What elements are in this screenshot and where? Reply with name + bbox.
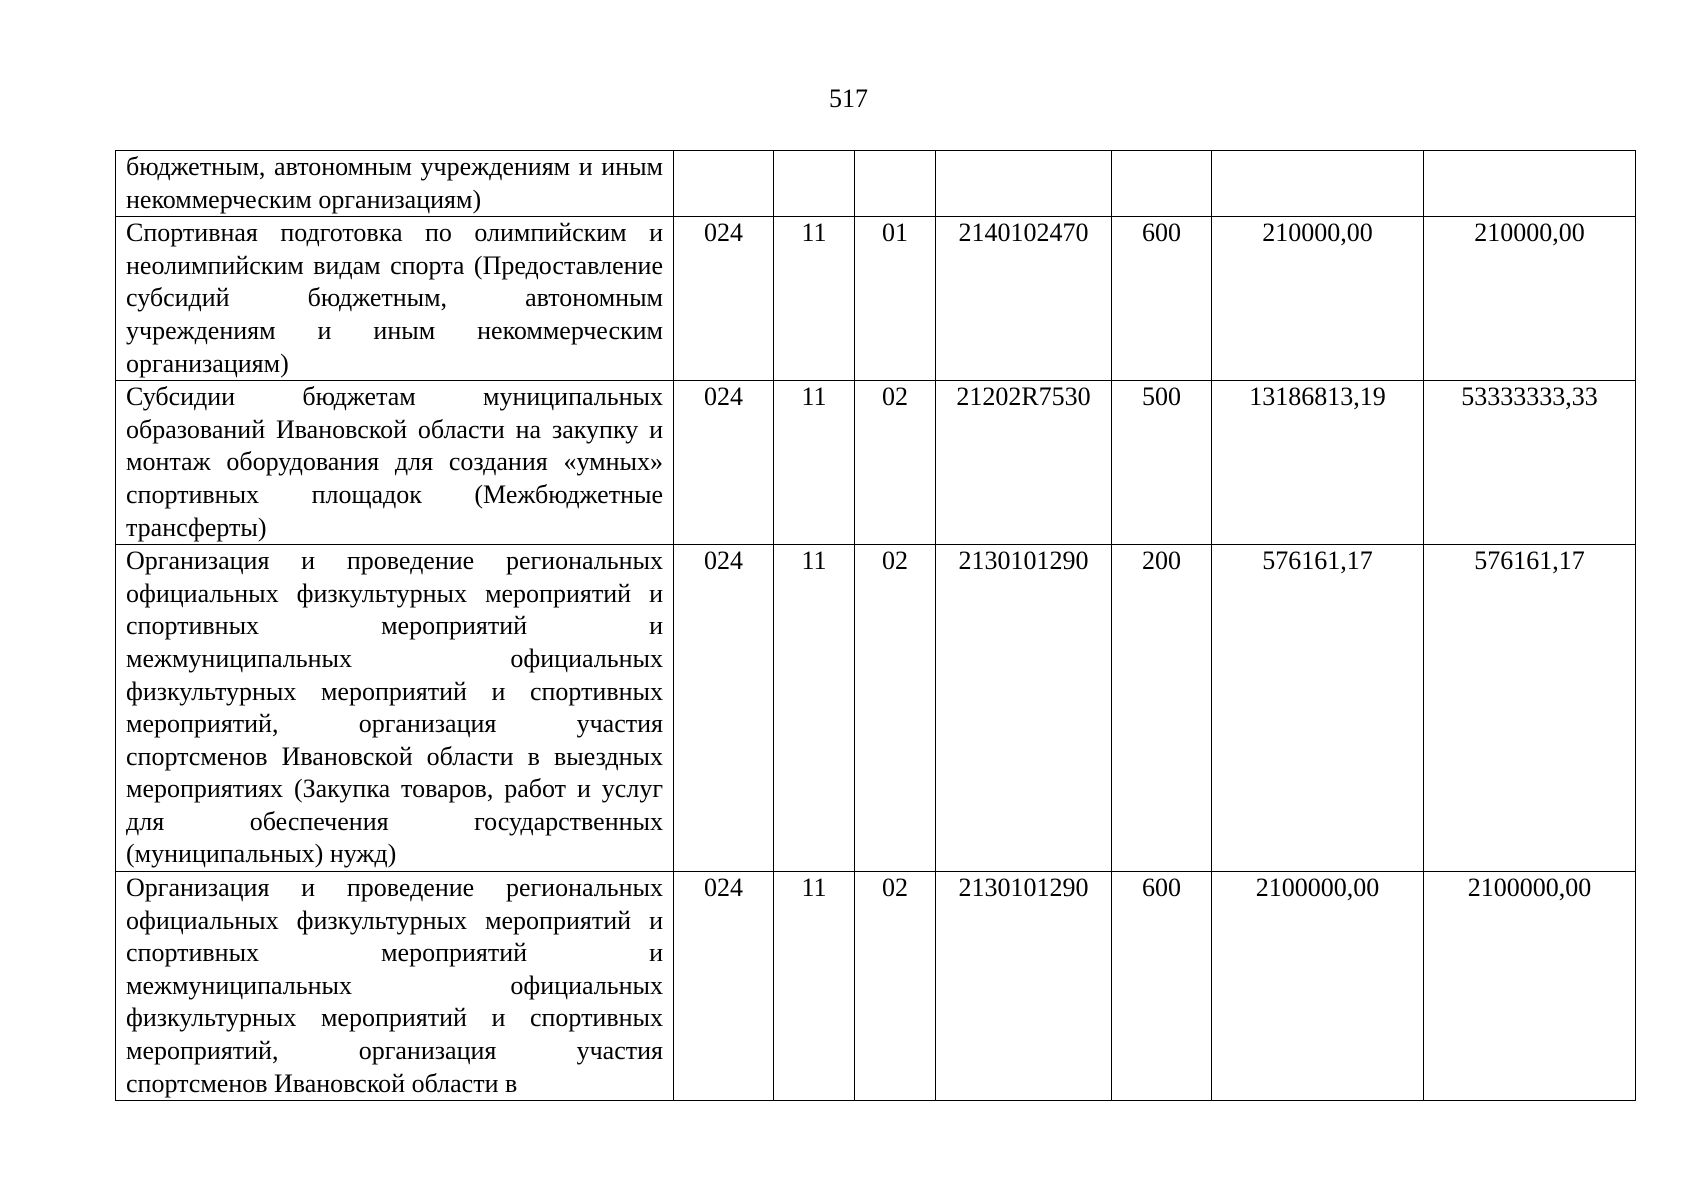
table-row	[116, 872, 1636, 1101]
row-description: бюджетным, автономным учреждениям и иным некоммерческим организациям)	[116, 151, 674, 217]
amount-second: 210000,00	[1424, 217, 1636, 381]
amount-first: 210000,00	[1212, 217, 1424, 381]
row-description: Спортивная подготовка по олимпийским и неолимпийским видам спорта (Предоставление субсидий бюджетным, автономным учреждениям и иным некоммерческим организациям)	[116, 217, 674, 381]
subsection-code: 02	[855, 872, 936, 1101]
target-article-code: 21202R7530	[936, 381, 1112, 545]
amount-first: 13186813,19	[1212, 381, 1424, 545]
section-code: 11	[774, 872, 855, 1101]
subsection-code: 02	[855, 545, 936, 872]
ministry-code: 024	[674, 381, 774, 545]
row-description: Организация и проведение региональных официальных физкультурных мероприятий и спортивных мероприятий и межмуниципальных официальных физкультурных мероприятий и спортивных мероприятий, организация участия спортсменов Ивановской области в выездных мероприятиях (Закупка товаров, работ и услуг для обеспечения государственных (муниципальных) нужд)	[116, 545, 674, 872]
target-article-code: 2130101290	[936, 872, 1112, 1101]
section-code	[774, 151, 855, 217]
section-code: 11	[774, 545, 855, 872]
expense-type-code: 600	[1112, 872, 1212, 1101]
subsection-code: 01	[855, 217, 936, 381]
expense-type-code: 600	[1112, 217, 1212, 381]
amount-first	[1212, 151, 1424, 217]
ministry-code: 024	[674, 545, 774, 872]
ministry-code	[674, 151, 774, 217]
subsection-code	[855, 151, 936, 217]
ministry-code: 024	[674, 872, 774, 1101]
row-description: Субсидии бюджетам муниципальных образований Ивановской области на закупку и монтаж оборудования для создания «умных» спортивных площадок (Межбюджетные трансферты)	[116, 381, 674, 545]
amount-second: 53333333,33	[1424, 381, 1636, 545]
table-row	[116, 381, 1636, 545]
page-number: 517	[829, 84, 868, 113]
row-description: Организация и проведение региональных официальных физкультурных мероприятий и спортивных мероприятий и межмуниципальных официальных физкультурных мероприятий и спортивных мероприятий, организация участия спортсменов Ивановской области в	[116, 872, 674, 1101]
amount-first: 2100000,00	[1212, 872, 1424, 1101]
section-code: 11	[774, 217, 855, 381]
target-article-code	[936, 151, 1112, 217]
expense-type-code: 500	[1112, 381, 1212, 545]
table-row	[116, 545, 1636, 872]
budget-table	[115, 150, 1636, 1101]
expense-type-code	[1112, 151, 1212, 217]
subsection-code: 02	[855, 381, 936, 545]
target-article-code: 2130101290	[936, 545, 1112, 872]
table-row	[116, 217, 1636, 381]
expense-type-code: 200	[1112, 545, 1212, 872]
section-code: 11	[774, 381, 855, 545]
table-row	[116, 151, 1636, 217]
target-article-code: 2140102470	[936, 217, 1112, 381]
amount-second: 2100000,00	[1424, 872, 1636, 1101]
amount-second: 576161,17	[1424, 545, 1636, 872]
ministry-code: 024	[674, 217, 774, 381]
amount-first: 576161,17	[1212, 545, 1424, 872]
amount-second	[1424, 151, 1636, 217]
